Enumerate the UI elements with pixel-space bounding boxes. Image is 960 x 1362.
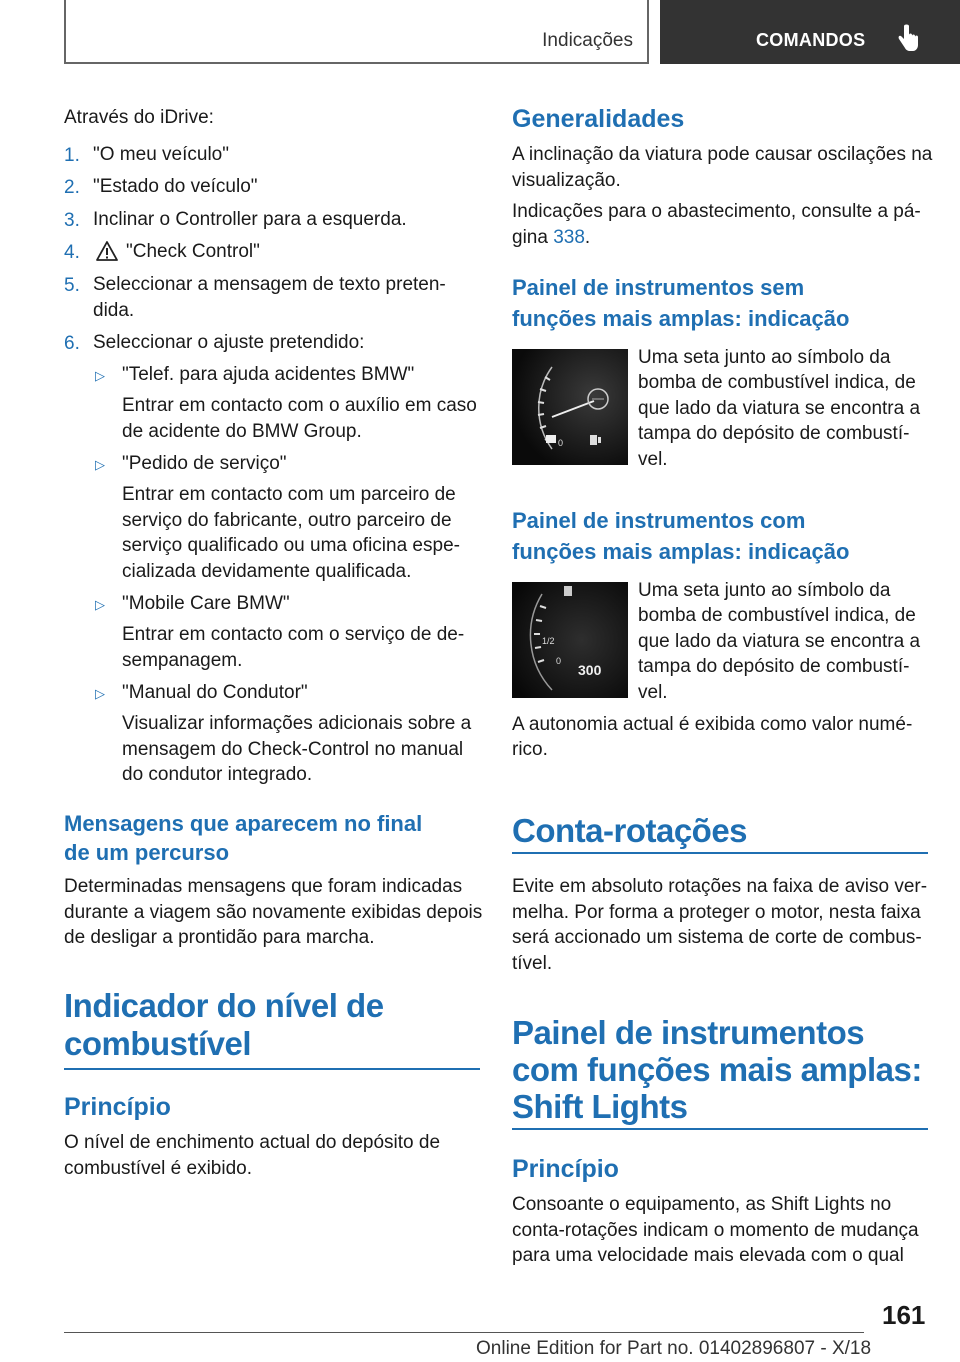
header-chapter-box bbox=[660, 0, 960, 64]
step-number: 3. bbox=[64, 210, 80, 231]
step-text: "Check Control" bbox=[126, 241, 260, 262]
paragraph-general: Indicações para o abastecimento, consulte a pá- bbox=[512, 201, 921, 222]
header-section-title: Indicações bbox=[542, 30, 633, 51]
heading-shift-lights: Shift Lights bbox=[512, 1088, 688, 1125]
fuel-gauge-extended-image bbox=[512, 582, 628, 698]
gauge-range-label: 300 bbox=[578, 662, 602, 678]
heading-messages: Mensagens que aparecem no final bbox=[64, 811, 423, 836]
option-title: "Pedido de serviço" bbox=[122, 453, 287, 474]
triangle-bullet-icon: ▷ bbox=[95, 457, 105, 472]
heading-principle: Princípio bbox=[512, 1155, 619, 1183]
paragraph-shift-principle: conta-rotações indicam o momento de mudança bbox=[512, 1220, 919, 1241]
fuel-gauge-basic-image bbox=[512, 349, 628, 465]
paragraph-principle: combustível é exibido. bbox=[64, 1158, 252, 1179]
triangle-bullet-icon: ▷ bbox=[95, 368, 105, 383]
heading-shift-lights: com funções mais amplas: bbox=[512, 1051, 922, 1088]
section-rule bbox=[64, 1068, 480, 1070]
paragraph-general bbox=[512, 225, 590, 251]
paragraph-principle: O nível de enchimento actual do depósito de bbox=[64, 1132, 441, 1153]
step-number: 5. bbox=[64, 275, 80, 296]
paragraph-panel-without: que lado da viatura se encontra a bbox=[638, 398, 921, 419]
paragraph-panel-with: tampa do depósito de combustí- bbox=[638, 656, 910, 677]
paragraph-general: visualização. bbox=[512, 170, 621, 191]
paragraph-range: A autonomia actual é exibida como valor numé- bbox=[512, 714, 913, 735]
paragraph-messages: de desligar a prontidão para marcha. bbox=[64, 927, 375, 948]
heading-panel-with: Painel de instrumentos com bbox=[512, 508, 806, 533]
step-number: 6. bbox=[64, 333, 80, 354]
paragraph-general: A inclinação da viatura pode causar oscilações na bbox=[512, 144, 933, 165]
paragraph-panel-without: Uma seta junto ao símbolo da bbox=[638, 347, 891, 368]
paragraph-shift-principle: Consoante o equipamento, as Shift Lights no bbox=[512, 1194, 892, 1215]
warning-triangle-icon bbox=[95, 240, 119, 262]
paragraph-general-text: gina bbox=[512, 227, 554, 248]
step-number: 1. bbox=[64, 145, 80, 166]
option-text: Entrar em contacto com o serviço de de- bbox=[122, 624, 465, 645]
paragraph-panel-with: bomba de combustível indica, de bbox=[638, 605, 916, 626]
option-title: "Telef. para ajuda acidentes BMW" bbox=[122, 364, 415, 385]
intro-text: Através do iDrive: bbox=[64, 107, 214, 128]
gauge-zero-label: 0 bbox=[558, 438, 564, 448]
footer-edition-text: Online Edition for Part no. 01402896807 - X/18 bbox=[476, 1338, 872, 1359]
paragraph-panel-without: vel. bbox=[638, 449, 668, 470]
step-number: 2. bbox=[64, 177, 80, 198]
paragraph-panel-with: vel. bbox=[638, 682, 668, 703]
step-text: "O meu veículo" bbox=[93, 144, 229, 165]
heading-tachometer: Conta-rotações bbox=[512, 812, 748, 849]
paragraph-tachometer: melha. Por forma a proteger o motor, nesta faixa bbox=[512, 902, 921, 923]
option-text: de acidente do BMW Group. bbox=[122, 421, 362, 442]
paragraph-panel-with: Uma seta junto ao símbolo da bbox=[638, 580, 891, 601]
paragraph-panel-with: que lado da viatura se encontra a bbox=[638, 631, 921, 652]
section-rule bbox=[512, 852, 928, 854]
step-text: Inclinar o Controller para a esquerda. bbox=[93, 209, 407, 230]
option-text: cializada devidamente qualificada. bbox=[122, 561, 412, 582]
paragraph-messages: Determinadas mensagens que foram indicadas bbox=[64, 876, 463, 897]
option-text: Entrar em contacto com um parceiro de bbox=[122, 484, 456, 505]
paragraph-shift-principle: para uma velocidade mais elevada com o qual bbox=[512, 1245, 904, 1266]
heading-panel-with: funções mais amplas: indicação bbox=[512, 539, 850, 564]
footer-rule bbox=[64, 1332, 864, 1333]
paragraph-panel-without: bomba de combustível indica, de bbox=[638, 372, 916, 393]
page-number: 161 bbox=[882, 1300, 926, 1330]
page-reference-link[interactable]: 338 bbox=[553, 227, 585, 248]
header-section-box bbox=[64, 0, 649, 64]
heading-messages: de um percurso bbox=[64, 840, 230, 865]
step-text: "Estado do veículo" bbox=[93, 176, 258, 197]
paragraph-tachometer: tível. bbox=[512, 953, 553, 974]
paragraph-messages: durante a viagem são novamente exibidas depois bbox=[64, 902, 483, 923]
option-text: Entrar em contacto com o auxílio em caso bbox=[122, 395, 477, 416]
header-chapter-title: COMANDOS bbox=[756, 30, 866, 50]
heading-panel-without: Painel de instrumentos sem bbox=[512, 275, 805, 300]
gauge-zero-label: 0 bbox=[556, 656, 562, 666]
option-title: "Mobile Care BMW" bbox=[122, 593, 290, 614]
heading-fuel-gauge: Indicador do nível de bbox=[64, 987, 384, 1024]
paragraph-panel-without: tampa do depósito de combustí- bbox=[638, 423, 910, 444]
option-text: do condutor integrado. bbox=[122, 764, 313, 785]
paragraph-range: rico. bbox=[512, 739, 548, 760]
triangle-bullet-icon: ▷ bbox=[95, 597, 105, 612]
paragraph-tachometer: será accionado um sistema de corte de combus- bbox=[512, 927, 922, 948]
heading-shift-lights: Painel de instrumentos bbox=[512, 1014, 865, 1051]
heading-general: Generalidades bbox=[512, 105, 685, 133]
heading-fuel-gauge: combustível bbox=[64, 1025, 252, 1062]
option-text: sempanagem. bbox=[122, 650, 243, 671]
option-text: serviço do fabricante, outro parceiro de bbox=[122, 510, 452, 531]
hand-pointer-icon bbox=[898, 24, 920, 52]
step-text: Seleccionar o ajuste pretendido: bbox=[93, 332, 365, 353]
triangle-bullet-icon: ▷ bbox=[95, 686, 105, 701]
gauge-half-label: 1/2 bbox=[542, 636, 555, 646]
section-rule bbox=[512, 1128, 928, 1130]
heading-panel-without: funções mais amplas: indicação bbox=[512, 306, 850, 331]
paragraph-tachometer: Evite em absoluto rotações na faixa de aviso ver- bbox=[512, 876, 928, 897]
step-number: 4. bbox=[64, 242, 80, 263]
option-text: serviço qualificado ou uma oficina espe- bbox=[122, 535, 460, 556]
option-text: Visualizar informações adicionais sobre a bbox=[122, 713, 472, 734]
step-text: dida. bbox=[93, 300, 135, 321]
step-text: Seleccionar a mensagem de texto preten- bbox=[93, 274, 446, 295]
option-text: mensagem do Check-Control no manual bbox=[122, 739, 464, 760]
option-title: "Manual do Condutor" bbox=[122, 682, 308, 703]
paragraph-general-end: . bbox=[584, 227, 591, 248]
heading-principle: Princípio bbox=[64, 1093, 171, 1121]
